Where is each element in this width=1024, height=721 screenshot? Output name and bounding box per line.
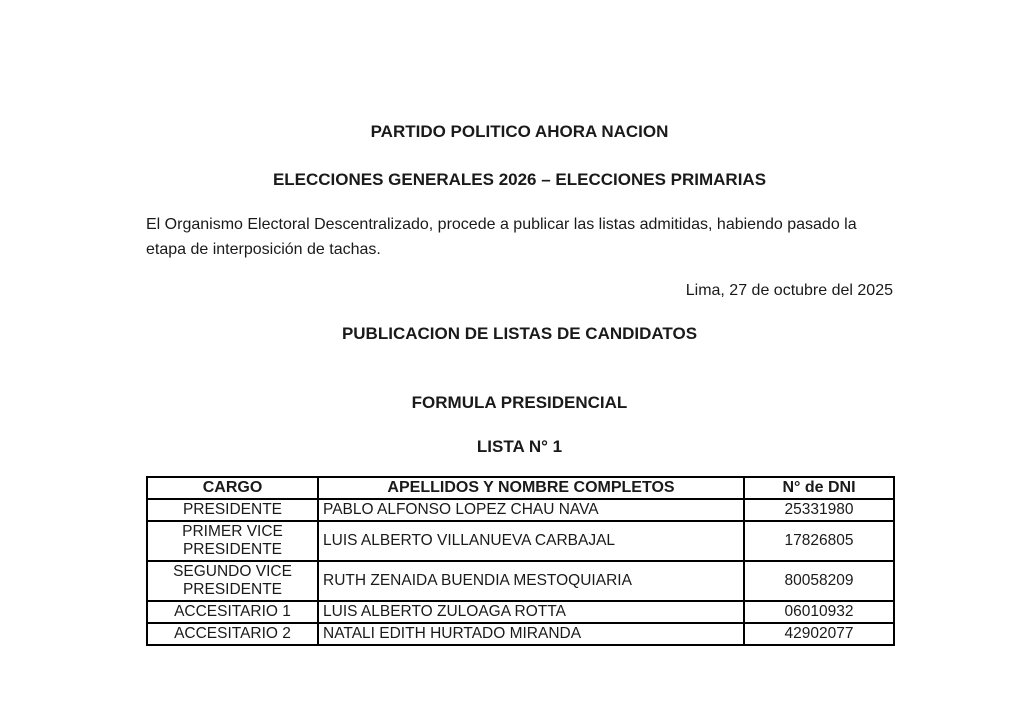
table-row bbox=[147, 601, 894, 623]
table-header-dni: N° de DNI bbox=[744, 477, 894, 499]
cell-dni: 42902077 bbox=[744, 623, 894, 645]
table-row bbox=[147, 521, 894, 561]
cell-nombre: LUIS ALBERTO ZULOAGA ROTTA bbox=[318, 601, 744, 623]
cell-dni: 17826805 bbox=[744, 521, 894, 561]
cell-cargo: SEGUNDO VICE PRESIDENTE bbox=[147, 561, 318, 601]
cell-dni: 06010932 bbox=[744, 601, 894, 623]
table-row bbox=[147, 623, 894, 645]
cell-nombre: RUTH ZENAIDA BUENDIA MESTOQUIARIA bbox=[318, 561, 744, 601]
cell-cargo: ACCESITARIO 1 bbox=[147, 601, 318, 623]
cell-cargo: PRIMER VICE PRESIDENTE bbox=[147, 521, 318, 561]
table-header-nombres: APELLIDOS Y NOMBRE COMPLETOS bbox=[318, 477, 744, 499]
heading-lista-numero: LISTA N° 1 bbox=[476, 437, 563, 456]
cell-dni: 25331980 bbox=[744, 499, 894, 521]
cell-nombre: PABLO ALFONSO LOPEZ CHAU NAVA bbox=[318, 499, 744, 521]
table-header-row bbox=[147, 477, 894, 499]
cell-cargo: ACCESITARIO 2 bbox=[147, 623, 318, 645]
document-subtitle: ELECCIONES GENERALES 2026 – ELECCIONES PRIMARIAS bbox=[272, 170, 767, 189]
table-row bbox=[147, 499, 894, 521]
cell-dni: 80058209 bbox=[744, 561, 894, 601]
heading-formula-presidencial: FORMULA PRESIDENCIAL bbox=[411, 393, 628, 412]
cell-cargo: PRESIDENTE bbox=[147, 499, 318, 521]
candidates-table bbox=[146, 476, 895, 646]
document-title: PARTIDO POLITICO AHORA NACION bbox=[370, 122, 669, 141]
cell-nombre: NATALI EDITH HURTADO MIRANDA bbox=[318, 623, 744, 645]
table-row bbox=[147, 561, 894, 601]
dateline: Lima, 27 de octubre del 2025 bbox=[685, 282, 893, 299]
section-heading-publicacion: PUBLICACION DE LISTAS DE CANDIDATOS bbox=[341, 324, 698, 343]
cell-nombre: LUIS ALBERTO VILLANUEVA CARBAJAL bbox=[318, 521, 744, 561]
table-header-cargo: CARGO bbox=[147, 477, 318, 499]
intro-paragraph: El Organismo Electoral Descentralizado, procede a publicar las listas admitidas, habiendo pasado la etapa de interposición de tachas. bbox=[146, 216, 857, 258]
